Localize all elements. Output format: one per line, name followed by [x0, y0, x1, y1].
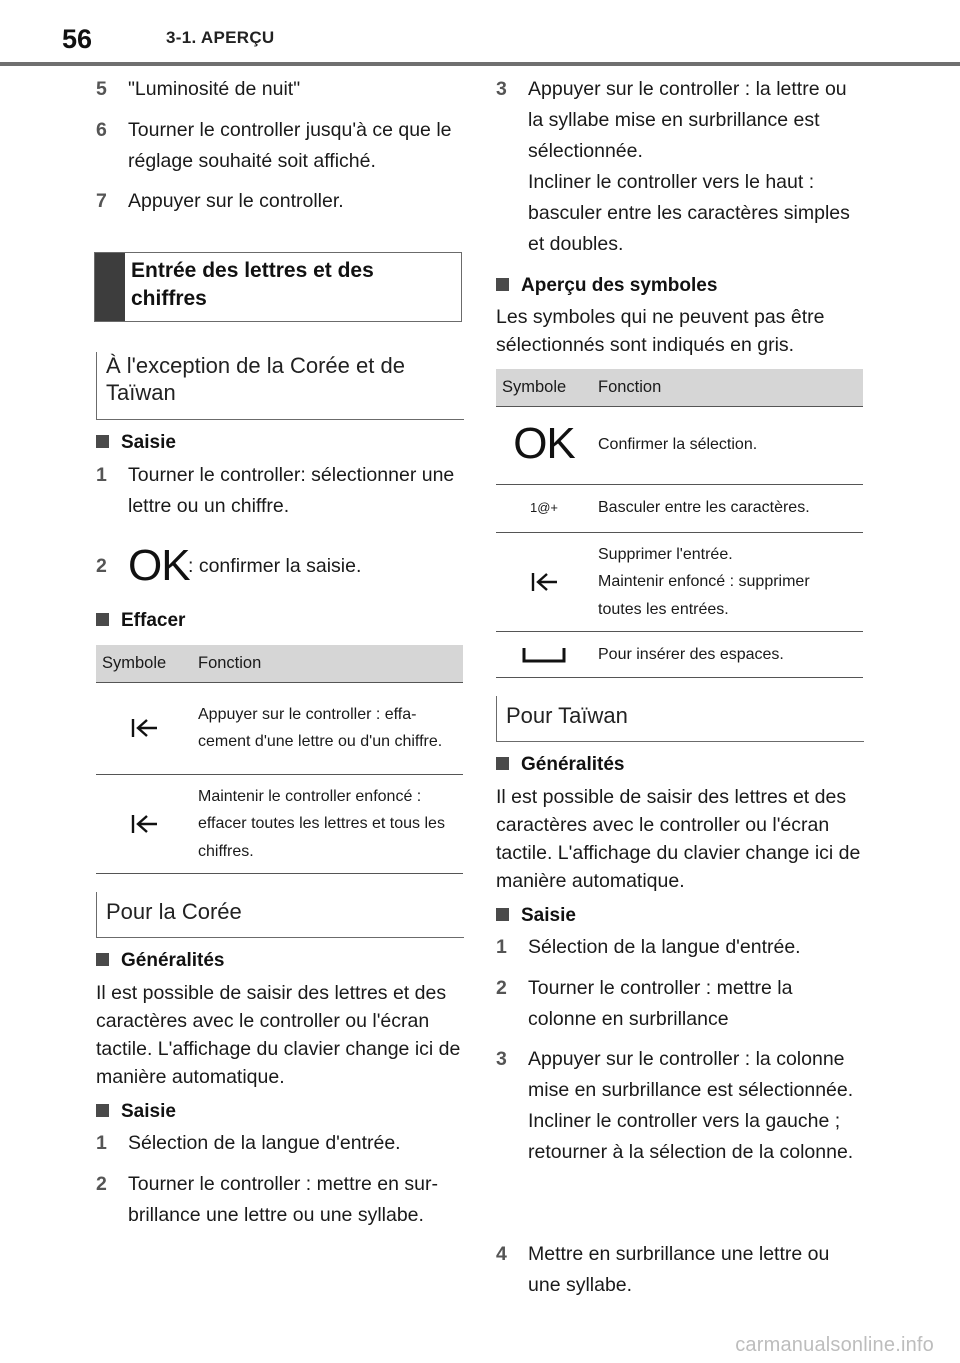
bullet-square-icon — [496, 757, 509, 770]
taiwan-heading — [496, 696, 864, 742]
bullet-square-icon — [96, 613, 109, 626]
apercu-heading-text: Aperçu des symboles — [521, 275, 718, 296]
table-row — [496, 406, 863, 484]
step-text: Sélection de la langue d'entrée. — [128, 1132, 401, 1154]
generalites-heading — [96, 950, 225, 972]
ok-icon: OK — [128, 541, 190, 590]
col-function-header: Fonction — [592, 369, 863, 406]
table-row — [496, 632, 863, 678]
step-number: 6 — [96, 119, 107, 141]
step-number: 3 — [496, 1048, 507, 1070]
step-text: Mettre en surbrillance une lettre ou une syllabe. — [528, 1243, 830, 1296]
function-text: Appuyer sur le controller : effa-cement d'une lettre ou d'un chiffre. — [192, 682, 463, 774]
step-text: Tourner le controller : mettre la colonne en surbrillance — [528, 977, 793, 1030]
apercu-heading — [496, 275, 717, 297]
exception-heading-text: À l'exception de la Corée et de Taïwan — [106, 353, 405, 405]
page-header — [0, 0, 960, 66]
section-title: 3-1. APERÇU — [166, 28, 275, 47]
bullet-square-icon — [96, 435, 109, 448]
generalites-paragraph: Il est possible de saisir des lettres et des caractères avec le controller ou l'écran tactile. L'affichage du clavier change ici de manière automatique. — [96, 982, 461, 1088]
step-text: Appuyer sur le controller : la lettre ou la syllabe mise en surbrillance est sélectionnée. — [528, 78, 847, 162]
backspace-arrow-icon — [96, 682, 192, 774]
saisie2-step-1 — [96, 1128, 464, 1159]
watermark: carmanualsonline.info — [735, 1334, 934, 1356]
step-3 — [496, 74, 864, 260]
table-row — [496, 532, 863, 632]
function-text: Basculer entre les caractères. — [592, 484, 863, 532]
effacer-heading-text: Effacer — [121, 610, 186, 631]
header-rule — [0, 62, 960, 66]
saisie-heading-text: Saisie — [521, 905, 576, 926]
function-text-2: Maintenir enfoncé : supprimer toutes les entrées. — [598, 573, 810, 618]
step-text: Appuyer sur le controller. — [128, 190, 344, 212]
step-number: 2 — [96, 1173, 107, 1195]
char-switch-symbol-text: 1@+ — [529, 500, 559, 516]
step-text-2: Incliner le controller vers le haut : basculer entre les caractères simples et doubles. — [528, 171, 850, 255]
generalites-heading-text: Généralités — [121, 950, 225, 971]
step-number: 1 — [496, 936, 507, 958]
function-text: Pour insérer des espaces. — [592, 632, 863, 678]
coree-heading-text: Pour la Corée — [106, 899, 242, 924]
section-box-title: Entrée des lettres et des chiffres — [131, 259, 374, 310]
generalites-paragraph-right: Il est possible de saisir des lettres et des caractères avec le controller ou l'écran tactile. L'affichage du clavier change ici de manière automatique. — [496, 786, 861, 892]
step-text: Sélection de la langue d'entrée. — [528, 936, 801, 958]
table-row — [496, 484, 863, 532]
step-6 — [96, 115, 464, 177]
saisie-heading-right — [496, 905, 576, 927]
exception-heading — [96, 352, 464, 420]
table-header-row — [496, 369, 863, 406]
step-number: 1 — [96, 1132, 107, 1154]
function-cell — [592, 532, 863, 632]
page-number: 56 — [62, 24, 93, 54]
col-symbol-header: Symbole — [496, 369, 592, 406]
saisie-step-1 — [96, 460, 464, 522]
col-function-header: Fonction — [192, 645, 463, 682]
backspace-arrow-icon — [496, 532, 592, 632]
bullet-square-icon — [96, 953, 109, 966]
step-number: 2 — [496, 977, 507, 999]
step-text-2: Incliner le controller vers la gauche ; retourner à la sélection de la colonne. — [528, 1110, 854, 1163]
right-saisie-step-4 — [496, 1239, 864, 1301]
bullet-square-icon — [96, 1104, 109, 1117]
step-number: 7 — [96, 190, 107, 212]
ok-icon — [496, 406, 592, 484]
step-number: 5 — [96, 78, 107, 100]
generalites-heading-right — [496, 754, 625, 776]
step-text: Tourner le controller: sélectionner une lettre ou un chiffre. — [128, 464, 455, 517]
step-7 — [96, 186, 464, 217]
step-number: 2 — [96, 555, 107, 577]
step-text: Appuyer sur le controller : la colonne mise en surbrillance est sélectionnée. — [528, 1048, 854, 1101]
saisie2-heading — [96, 1101, 176, 1123]
space-bar-icon — [496, 632, 592, 678]
function-text: Confirmer la sélection. — [592, 406, 863, 484]
step-text: Tourner le controller jusqu'à ce que le réglage souhaité soit affiché. — [128, 119, 452, 172]
table-row — [96, 774, 463, 874]
step-text: "Luminosité de nuit" — [128, 78, 301, 100]
step-text: Tourner le controller : mettre en sur-brillance une lettre ou une syllabe. — [128, 1173, 438, 1226]
saisie-heading — [96, 432, 176, 454]
effacer-table — [96, 645, 463, 874]
right-saisie-step-1 — [496, 932, 864, 963]
step-number: 3 — [496, 78, 507, 100]
bullet-square-icon — [496, 908, 509, 921]
saisie-step-2 — [96, 541, 464, 590]
coree-heading — [96, 892, 464, 938]
effacer-heading — [96, 610, 185, 632]
bullet-square-icon — [496, 278, 509, 291]
ok-symbol-text: OK — [513, 419, 575, 469]
right-saisie-step-3 — [496, 1044, 864, 1168]
char-switch-icon — [496, 484, 592, 532]
saisie2-heading-text: Saisie — [121, 1101, 176, 1122]
apercu-paragraph: Les symboles qui ne peuvent pas être sélectionnés sont indiqués en gris. — [496, 306, 825, 356]
table-row — [96, 682, 463, 774]
section-box-heading — [94, 252, 462, 322]
table-header-row — [96, 645, 463, 682]
function-text: Supprimer l'entrée. — [598, 545, 733, 563]
col-symbol-header: Symbole — [96, 645, 192, 682]
step-5 — [96, 74, 464, 105]
saisie2-step-2 — [96, 1169, 464, 1231]
function-text: Maintenir le controller enfoncé : effacer toutes les lettres et tous les chiffres. — [192, 774, 463, 874]
saisie-heading-text: Saisie — [121, 432, 176, 453]
backspace-arrow-icon — [96, 774, 192, 874]
right-saisie-step-2 — [496, 973, 864, 1035]
heading-bar — [95, 253, 125, 321]
step-number: 4 — [496, 1243, 507, 1265]
generalites-heading-text: Généralités — [521, 754, 625, 775]
step-number: 1 — [96, 464, 107, 486]
step-text: : confirmer la saisie. — [188, 555, 362, 577]
taiwan-heading-text: Pour Taïwan — [506, 703, 628, 728]
symbols-table — [496, 369, 863, 678]
